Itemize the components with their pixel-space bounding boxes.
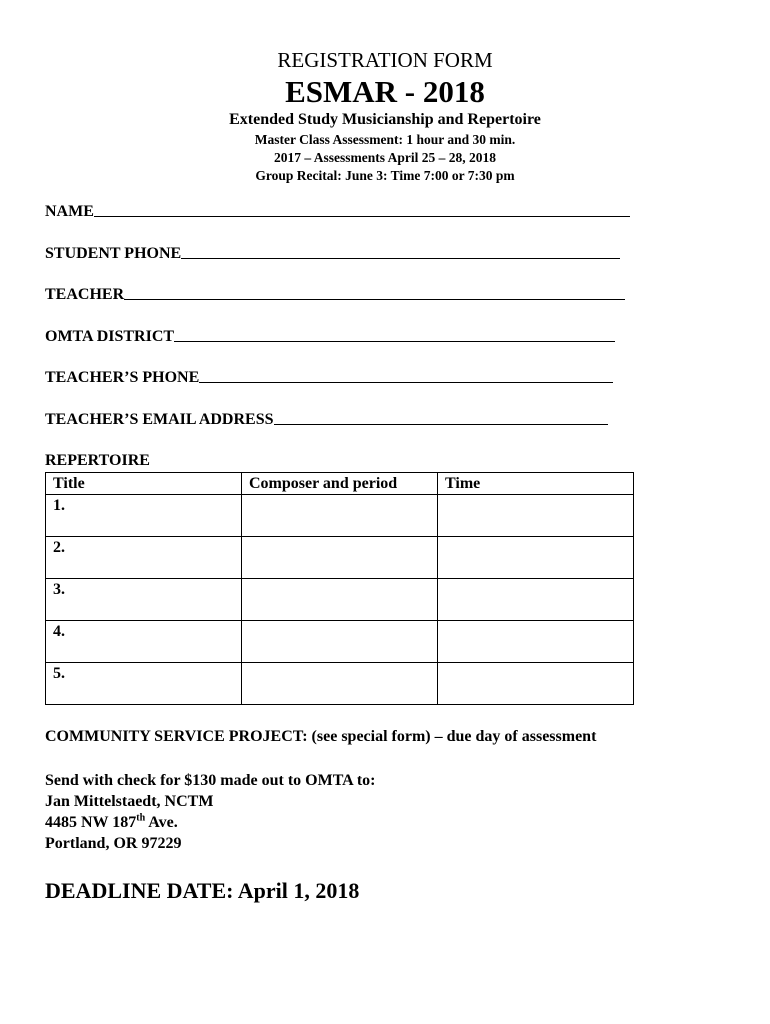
community-service-note: COMMUNITY SERVICE PROJECT: (see special form) – due day of assessment	[45, 728, 597, 745]
row-number: 5.	[53, 665, 65, 682]
street-prefix: 4485 NW 187	[45, 814, 137, 831]
table-row	[46, 663, 634, 705]
field-student-phone-line[interactable]	[181, 257, 620, 259]
subtitle: Extended Study Musicianship and Repertoire	[229, 111, 541, 128]
field-name-label: NAME	[45, 203, 94, 220]
street-suffix: Ave.	[145, 814, 178, 831]
composer-cell[interactable]	[242, 663, 438, 705]
mailing-street	[45, 812, 376, 833]
mailing-intro: Send with check for $130 made out to OMTA to:	[45, 772, 376, 789]
time-cell[interactable]	[438, 495, 634, 537]
field-teacher-email-label: TEACHER’S EMAIL ADDRESS	[45, 411, 274, 428]
mailing-instructions	[45, 770, 376, 854]
composer-cell[interactable]	[242, 621, 438, 663]
row-number: 2.	[53, 539, 65, 556]
column-header-composer: Composer and period	[242, 473, 438, 495]
mailing-city: Portland, OR 97229	[45, 835, 182, 852]
info-line-recital: Group Recital: June 3: Time 7:00 or 7:30 pm	[255, 168, 515, 183]
title-cell[interactable]	[46, 537, 242, 579]
street-ordinal: th	[136, 812, 146, 824]
field-omta-district-line[interactable]	[174, 340, 615, 342]
table-header-row	[46, 473, 634, 495]
composer-cell[interactable]	[242, 537, 438, 579]
field-teacher-phone-line[interactable]	[199, 381, 613, 383]
field-teacher	[45, 286, 625, 304]
field-teacher-line[interactable]	[124, 298, 625, 300]
table-row	[46, 621, 634, 663]
title-cell[interactable]	[46, 495, 242, 537]
info-line-dates: 2017 – Assessments April 25 – 28, 2018	[273, 150, 496, 165]
table-row	[46, 579, 634, 621]
row-number: 4.	[53, 623, 65, 640]
title-cell[interactable]	[46, 621, 242, 663]
composer-cell[interactable]	[242, 495, 438, 537]
field-teacher-phone-label: TEACHER’S PHONE	[45, 369, 200, 386]
composer-cell[interactable]	[242, 579, 438, 621]
form-title: REGISTRATION FORM	[277, 48, 493, 72]
field-omta-district	[45, 328, 615, 346]
title-cell[interactable]	[46, 663, 242, 705]
field-teacher-email-line[interactable]	[274, 423, 608, 425]
time-cell[interactable]	[438, 663, 634, 705]
field-teacher-label: TEACHER	[45, 286, 125, 303]
table-row	[46, 537, 634, 579]
repertoire-label: REPERTOIRE	[45, 452, 150, 469]
field-teacher-phone	[45, 369, 613, 387]
repertoire-table	[45, 472, 634, 705]
field-student-phone	[45, 245, 620, 263]
event-title: ESMAR - 2018	[285, 74, 485, 109]
title-cell[interactable]	[46, 579, 242, 621]
field-omta-district-label: OMTA DISTRICT	[45, 328, 175, 345]
deadline-date: DEADLINE DATE: April 1, 2018	[45, 878, 360, 903]
column-header-title: Title	[46, 473, 242, 495]
field-name-line[interactable]	[94, 215, 630, 217]
field-name	[45, 203, 630, 221]
info-line-duration: Master Class Assessment: 1 hour and 30 min.	[254, 132, 516, 147]
row-number: 1.	[53, 497, 65, 514]
row-number: 3.	[53, 581, 65, 598]
column-header-time: Time	[438, 473, 634, 495]
field-student-phone-label: STUDENT PHONE	[45, 245, 182, 262]
time-cell[interactable]	[438, 621, 634, 663]
table-row	[46, 495, 634, 537]
field-teacher-email	[45, 411, 608, 429]
mailing-name: Jan Mittelstaedt, NCTM	[45, 793, 214, 810]
time-cell[interactable]	[438, 579, 634, 621]
time-cell[interactable]	[438, 537, 634, 579]
